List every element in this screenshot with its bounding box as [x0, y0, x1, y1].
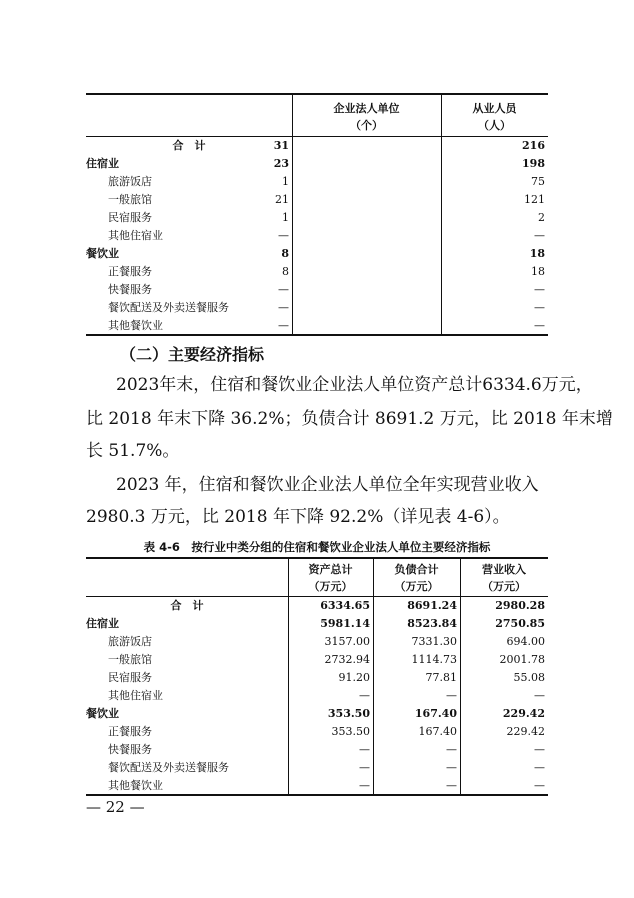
cell-value: 23	[273, 157, 289, 170]
table-row	[86, 317, 548, 335]
cell-value: —	[359, 689, 370, 702]
row-label: 正餐服务	[108, 265, 152, 278]
row-label: 旅游饭店	[108, 635, 152, 648]
paragraph1-line2: 比 2018 年末下降 36.2%；负债合计 8691.2 万元，比 2018 年末增	[86, 409, 613, 429]
cell-value: 18	[529, 247, 545, 260]
row-label: 快餐服务	[108, 283, 152, 296]
table1-header-employees-line1: 从业人员	[472, 102, 517, 115]
table2-header-assets-line1: 资产总计	[308, 563, 353, 576]
paragraph2-line1: 2023 年，住宿和餐饮业企业法人单位全年实现营业收入	[116, 475, 539, 495]
cell-value: 1114.73	[411, 653, 457, 666]
cell-value: —	[359, 779, 370, 792]
cell-value: —	[446, 743, 457, 756]
cell-value: —	[534, 283, 545, 296]
table2-header-assets	[288, 561, 373, 595]
cell-value: 229.42	[502, 707, 545, 720]
table2-header-liabilities-line2: （万元）	[394, 580, 439, 593]
cell-value: 1	[282, 175, 289, 188]
cell-value: 3157.00	[324, 635, 370, 648]
table2-top-rule	[86, 557, 548, 559]
cell-value: —	[278, 283, 289, 296]
table2-header-revenue-line2: （万元）	[482, 580, 526, 593]
cell-value: —	[278, 301, 289, 314]
table2-bottom-rule	[86, 794, 548, 796]
cell-value: 31	[273, 139, 289, 152]
table-row	[86, 299, 548, 317]
paragraph1-line1: 2023年末，住宿和餐饮业企业法人单位资产总计6334.6万元，	[116, 375, 593, 395]
cell-value: —	[359, 761, 370, 774]
table1-header-units	[292, 100, 441, 134]
table-row	[86, 155, 548, 173]
table-row	[86, 669, 548, 687]
cell-value: 167.40	[414, 707, 457, 720]
table2-title: 表 4-6 按行业中类分组的住宿和餐饮业企业法人单位主要经济指标	[143, 540, 491, 554]
row-label: 其他餐饮业	[108, 319, 163, 332]
row-label: 餐饮配送及外卖送餐服务	[108, 301, 229, 314]
cell-value: —	[278, 229, 289, 242]
cell-value: —	[278, 319, 289, 332]
table-row	[86, 173, 548, 191]
cell-value: 8	[282, 265, 289, 278]
row-label: 旅游饭店	[108, 175, 152, 188]
table-row	[86, 633, 548, 651]
cell-value: —	[534, 779, 545, 792]
table-row	[86, 687, 548, 705]
cell-value: 55.08	[513, 671, 545, 684]
cell-value: —	[534, 761, 545, 774]
cell-value: 167.40	[418, 725, 457, 738]
table-row	[86, 741, 548, 759]
cell-value: 8523.84	[407, 617, 457, 630]
cell-value: 18	[531, 265, 545, 278]
table-row	[86, 597, 548, 615]
table2-header-revenue-line1: 营业收入	[482, 563, 526, 576]
cell-value: 1	[282, 211, 289, 224]
cell-value: 216	[522, 139, 545, 152]
cell-value: —	[446, 779, 457, 792]
cell-value: 694.00	[506, 635, 545, 648]
cell-value: —	[534, 689, 545, 702]
paragraph1-line3: 长 51.7%。	[86, 441, 180, 461]
cell-value: 21	[275, 193, 289, 206]
cell-value: —	[446, 761, 457, 774]
row-label: 快餐服务	[108, 743, 152, 756]
cell-value: 353.50	[331, 725, 370, 738]
table1-bottom-rule	[86, 334, 548, 336]
table2-header-assets-line2: （万元）	[308, 580, 353, 593]
table-row	[86, 281, 548, 299]
table-row	[86, 777, 548, 795]
cell-value: 77.81	[425, 671, 457, 684]
row-label: 一般旅馆	[108, 193, 152, 206]
cell-value: —	[534, 229, 545, 242]
row-label: 合 计	[170, 599, 204, 612]
cell-value: —	[359, 743, 370, 756]
row-label: 其他住宿业	[108, 689, 163, 702]
cell-value: 7331.30	[411, 635, 457, 648]
row-label: 住宿业	[86, 157, 119, 170]
row-label: 餐饮业	[86, 247, 119, 260]
table-row	[86, 615, 548, 633]
table2-header-liabilities	[373, 561, 460, 595]
row-label: 住宿业	[86, 617, 119, 630]
table-row	[86, 209, 548, 227]
row-label: 其他餐饮业	[108, 779, 163, 792]
cell-value: 2732.94	[324, 653, 370, 666]
row-label: 正餐服务	[108, 725, 152, 738]
table1-header-employees-line2: （人）	[478, 119, 511, 132]
cell-value: —	[446, 689, 457, 702]
cell-value: —	[534, 319, 545, 332]
row-label: 餐饮业	[86, 707, 119, 720]
cell-value: 2	[538, 211, 545, 224]
row-label: 其他住宿业	[108, 229, 163, 242]
row-label: 合 计	[172, 139, 206, 152]
cell-value: 75	[531, 175, 545, 188]
cell-value: 6334.65	[320, 599, 370, 612]
section-heading: （二）主要经济指标	[120, 345, 265, 364]
table2-header-revenue	[460, 561, 548, 595]
cell-value: 8691.24	[407, 599, 457, 612]
table2-header-liabilities-line1: 负债合计	[394, 563, 439, 576]
cell-value: 121	[524, 193, 545, 206]
table-row	[86, 191, 548, 209]
table-row	[86, 245, 548, 263]
table-row	[86, 723, 548, 741]
cell-value: 198	[522, 157, 545, 170]
table1-header-units-line1: 企业法人单位	[333, 102, 400, 115]
table1-header-units-line2: （个）	[350, 119, 383, 132]
row-label: 民宿服务	[108, 211, 152, 224]
cell-value: 5981.14	[320, 617, 370, 630]
row-label: 餐饮配送及外卖送餐服务	[108, 761, 229, 774]
cell-value: 353.50	[327, 707, 370, 720]
table1-top-rule	[86, 93, 548, 95]
cell-value: —	[534, 743, 545, 756]
row-label: 民宿服务	[108, 671, 152, 684]
table-row	[86, 227, 548, 245]
table-row	[86, 137, 548, 155]
table-row	[86, 263, 548, 281]
row-label: 一般旅馆	[108, 653, 152, 666]
table-row	[86, 651, 548, 669]
page-number: — 22 —	[86, 798, 145, 816]
cell-value: 2001.78	[499, 653, 545, 666]
table1-header-employees	[441, 100, 548, 134]
table-row	[86, 705, 548, 723]
cell-value: 229.42	[506, 725, 545, 738]
cell-value: 2980.28	[495, 599, 545, 612]
cell-value: 91.20	[338, 671, 370, 684]
table-row	[86, 759, 548, 777]
cell-value: 8	[281, 247, 289, 260]
paragraph2-line2: 2980.3 万元，比 2018 年下降 92.2%（详见表 4-6）。	[86, 507, 510, 527]
cell-value: 2750.85	[495, 617, 545, 630]
cell-value: —	[534, 301, 545, 314]
